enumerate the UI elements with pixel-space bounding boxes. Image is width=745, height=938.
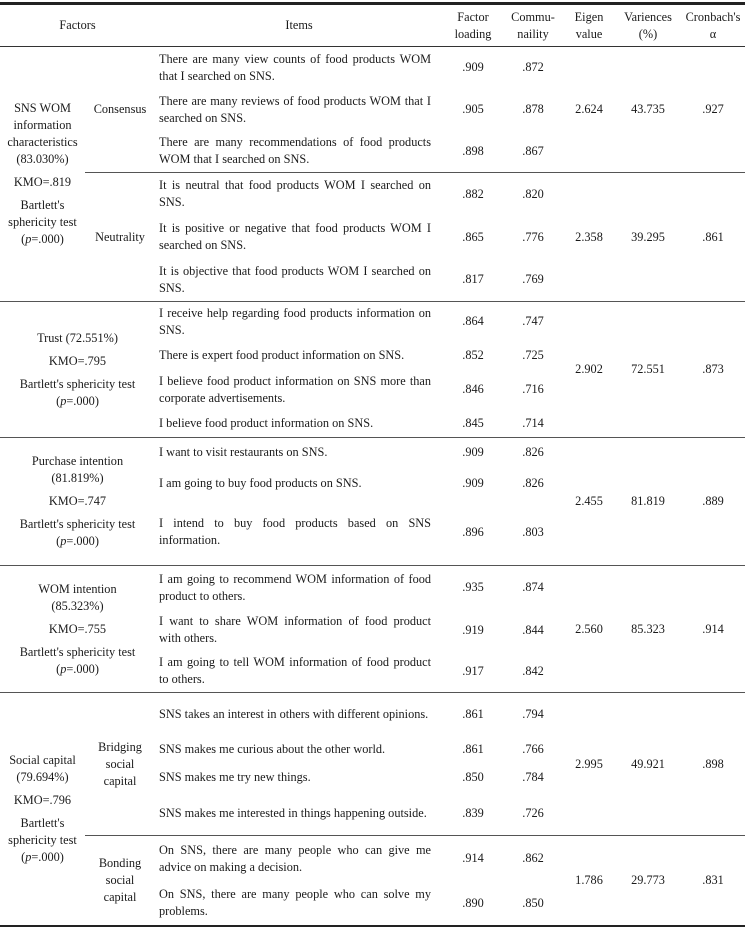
communality: .714 xyxy=(503,410,563,438)
factor-loading: .845 xyxy=(443,410,503,438)
factor-cell-purchase-intention xyxy=(0,438,155,566)
item-text: I want to share WOM information of food product with others. xyxy=(159,614,432,645)
item-text: I believe food product information on SNS more than corporate advertisements. xyxy=(159,373,432,405)
item-text: SNS makes me curious about the other world. xyxy=(159,742,386,756)
cronbach-alpha: .873 xyxy=(681,302,745,438)
factor-loading: .935 xyxy=(462,580,484,595)
subfactor-name: Bridging xyxy=(98,739,142,754)
item-text: There is expert food product information on SNS. xyxy=(159,348,405,362)
variance: 85.323 xyxy=(615,566,681,693)
cronbach-alpha: .927 xyxy=(681,47,745,173)
item-text: There are many view counts of food products WOM that I searched on SNS. xyxy=(159,51,432,83)
table-row xyxy=(0,836,745,882)
factor-kmo: KMO=.747 xyxy=(48,494,107,508)
factor-cell-trust xyxy=(0,302,155,438)
factor-name: information xyxy=(13,118,72,132)
item-text: I intend to buy food products based on SNS information. xyxy=(155,500,443,566)
factor-loading: .905 xyxy=(462,102,484,116)
subfactor-bridging-social-capital xyxy=(85,693,155,836)
header-row xyxy=(0,4,745,47)
factor-name: Social capital xyxy=(9,752,76,767)
factor-loading: .865 xyxy=(462,229,484,244)
item-text: SNS makes me try new things. xyxy=(159,770,311,784)
factor-loading: .846 xyxy=(462,382,484,396)
factor-kmo: KMO=.819 xyxy=(13,175,72,189)
factor-p-value: (p=.000) xyxy=(56,393,99,408)
item-text: It is objective that food products WOM I searched on SNS. xyxy=(155,259,443,302)
cronbach-alpha: .898 xyxy=(681,693,745,836)
header-eigen-value xyxy=(563,4,615,47)
communality: .769 xyxy=(503,259,563,302)
header-text: Factor xyxy=(457,9,489,24)
cronbach-alpha: .889 xyxy=(681,438,745,566)
communality: .872 xyxy=(522,60,544,75)
communality: .826 xyxy=(522,445,544,460)
header-text: loading xyxy=(454,26,492,41)
header-communality xyxy=(503,4,563,47)
factor-variance: (83.030%) xyxy=(16,152,69,166)
factor-loading: .850 xyxy=(462,770,484,784)
factor-loading: .864 xyxy=(462,314,484,329)
header-text: (%) xyxy=(638,26,658,41)
variance: 39.295 xyxy=(615,173,681,302)
factor-loading: .898 xyxy=(443,131,503,173)
item-text: There are many reviews of food products WOM that I searched on SNS. xyxy=(159,93,432,125)
subfactor-name: capital xyxy=(103,773,137,788)
factor-bartlett: Bartlett's sphericity test xyxy=(19,376,136,391)
header-text: value xyxy=(575,26,603,41)
cronbach-alpha: .914 xyxy=(681,566,745,693)
communality: .766 xyxy=(522,742,544,756)
eigen-value: 1.786 xyxy=(563,836,615,926)
communality: .716 xyxy=(522,382,544,396)
eigen-value: 2.995 xyxy=(563,693,615,836)
subfactor-name: social xyxy=(105,872,135,887)
item-text: I am going to recommend WOM information of food product to others. xyxy=(159,571,432,603)
factor-bartlett: Bartlett's xyxy=(20,815,65,830)
header-text: naility xyxy=(517,26,549,41)
communality: .826 xyxy=(522,476,544,490)
table-row xyxy=(0,438,745,468)
variance: 29.773 xyxy=(615,836,681,926)
factor-p-value: (p=.000) xyxy=(21,232,64,246)
communality: .784 xyxy=(522,770,544,784)
item-text: SNS takes an interest in others with different opinions. xyxy=(159,706,429,721)
factor-loading: .882 xyxy=(462,186,484,201)
factor-loading: .890 xyxy=(443,882,503,926)
subfactor-name: capital xyxy=(103,889,137,904)
factor-p-value: (p=.000) xyxy=(21,849,64,864)
table-row xyxy=(0,693,745,736)
eigen-value: 2.358 xyxy=(563,173,615,302)
table-row xyxy=(0,47,745,89)
factor-loading: .861 xyxy=(462,742,484,756)
factor-kmo: KMO=.796 xyxy=(13,792,72,807)
factor-loading: .909 xyxy=(462,445,484,460)
header-variance xyxy=(615,4,681,47)
communality: .776 xyxy=(522,229,544,244)
item-text: I receive help regarding food products information on SNS. xyxy=(159,305,432,337)
header-text: Cronbach's xyxy=(685,9,741,24)
communality: .803 xyxy=(503,500,563,566)
header-cronbach xyxy=(681,4,745,47)
factor-variance: (85.323%) xyxy=(51,598,104,613)
subfactor-neutrality: Neutrality xyxy=(85,173,155,302)
communality: .747 xyxy=(522,314,544,329)
header-text: Commu- xyxy=(511,9,555,24)
factor-name: Trust (72.551%) xyxy=(37,330,118,345)
variance: 43.735 xyxy=(615,47,681,173)
factor-loading: .919 xyxy=(462,622,484,637)
subfactor-bonding-social-capital xyxy=(85,836,155,926)
communality: .850 xyxy=(503,882,563,926)
factor-bartlett: Bartlett's sphericity test xyxy=(19,517,136,531)
header-items: Items xyxy=(155,4,443,47)
factor-p-value: (p=.000) xyxy=(56,661,99,676)
factor-bartlett: Bartlett's sphericity test xyxy=(19,644,136,659)
factor-cell-wom-intention xyxy=(0,566,155,693)
factor-cell-social-capital xyxy=(0,693,85,926)
header-text: Eigen xyxy=(574,9,604,24)
factor-loading: .861 xyxy=(462,706,484,721)
factor-name: Purchase intention xyxy=(31,454,124,468)
variance: 81.819 xyxy=(615,438,681,566)
communality: .862 xyxy=(522,851,544,866)
eigen-value: 2.902 xyxy=(563,302,615,438)
factor-loading: .909 xyxy=(462,476,484,490)
factor-variance: (81.819%) xyxy=(51,471,104,485)
factor-analysis-table xyxy=(0,2,745,927)
communality: .726 xyxy=(503,792,563,836)
item-text: I am going to tell WOM information of food product to others. xyxy=(155,651,443,693)
factor-cell-sns-wom xyxy=(0,47,85,302)
factor-loading: .852 xyxy=(462,348,484,362)
header-factors: Factors xyxy=(0,4,155,47)
factor-variance: (79.694%) xyxy=(16,769,69,784)
subfactor-name: social xyxy=(105,756,135,771)
eigen-value: 2.455 xyxy=(563,438,615,566)
factor-name: WOM intention xyxy=(38,581,117,596)
communality: .874 xyxy=(522,580,544,595)
subfactor-name: Bonding xyxy=(98,855,142,870)
table-row xyxy=(0,566,745,610)
item-text: There are many recommendations of food products WOM that I searched on SNS. xyxy=(155,131,443,173)
variance: 49.921 xyxy=(615,693,681,836)
item-text: I want to visit restaurants on SNS. xyxy=(159,445,328,460)
eigen-value: 2.624 xyxy=(563,47,615,173)
item-text: SNS makes me interested in things happening outside. xyxy=(155,792,443,836)
factor-bartlett: sphericity test xyxy=(8,215,77,229)
header-text: Variences xyxy=(624,9,672,24)
communality: .844 xyxy=(522,622,544,637)
item-text: It is positive or negative that food products WOM I searched on SNS. xyxy=(159,221,432,252)
communality: .794 xyxy=(522,706,544,721)
cronbach-alpha: .831 xyxy=(681,836,745,926)
item-text: It is neutral that food products WOM I searched on SNS. xyxy=(159,178,432,210)
communality: .725 xyxy=(522,348,544,362)
factor-kmo: KMO=.795 xyxy=(48,353,107,368)
factor-loading: .917 xyxy=(443,651,503,693)
factor-loading: .909 xyxy=(462,60,484,75)
item-text: I believe food product information on SNS. xyxy=(155,410,443,438)
factor-loading: .817 xyxy=(443,259,503,302)
eigen-value: 2.560 xyxy=(563,566,615,693)
factor-kmo: KMO=.755 xyxy=(48,621,107,636)
item-text: I am going to buy food products on SNS. xyxy=(159,476,362,490)
cronbach-alpha: .861 xyxy=(681,173,745,302)
factor-p-value: (p=.000) xyxy=(56,534,99,548)
header-factor-loading xyxy=(443,4,503,47)
communality: .867 xyxy=(503,131,563,173)
subfactor-consensus: Consensus xyxy=(85,47,155,173)
item-text: On SNS, there are many people who can give me advice on making a decision. xyxy=(159,842,432,874)
communality: .842 xyxy=(503,651,563,693)
communality: .820 xyxy=(522,186,544,201)
header-text: α xyxy=(709,26,717,41)
factor-bartlett: Bartlett's xyxy=(20,198,65,212)
table-row xyxy=(0,173,745,216)
factor-loading: .839 xyxy=(443,792,503,836)
factor-bartlett: sphericity test xyxy=(8,832,77,847)
factor-name: SNS WOM xyxy=(14,101,71,115)
factor-loading: .914 xyxy=(462,851,484,866)
item-text: On SNS, there are many people who can solve my problems. xyxy=(155,882,443,926)
communality: .878 xyxy=(522,102,544,116)
table-row xyxy=(0,302,745,342)
factor-loading: .896 xyxy=(443,500,503,566)
variance: 72.551 xyxy=(615,302,681,438)
factor-name: characteristics xyxy=(7,135,78,149)
